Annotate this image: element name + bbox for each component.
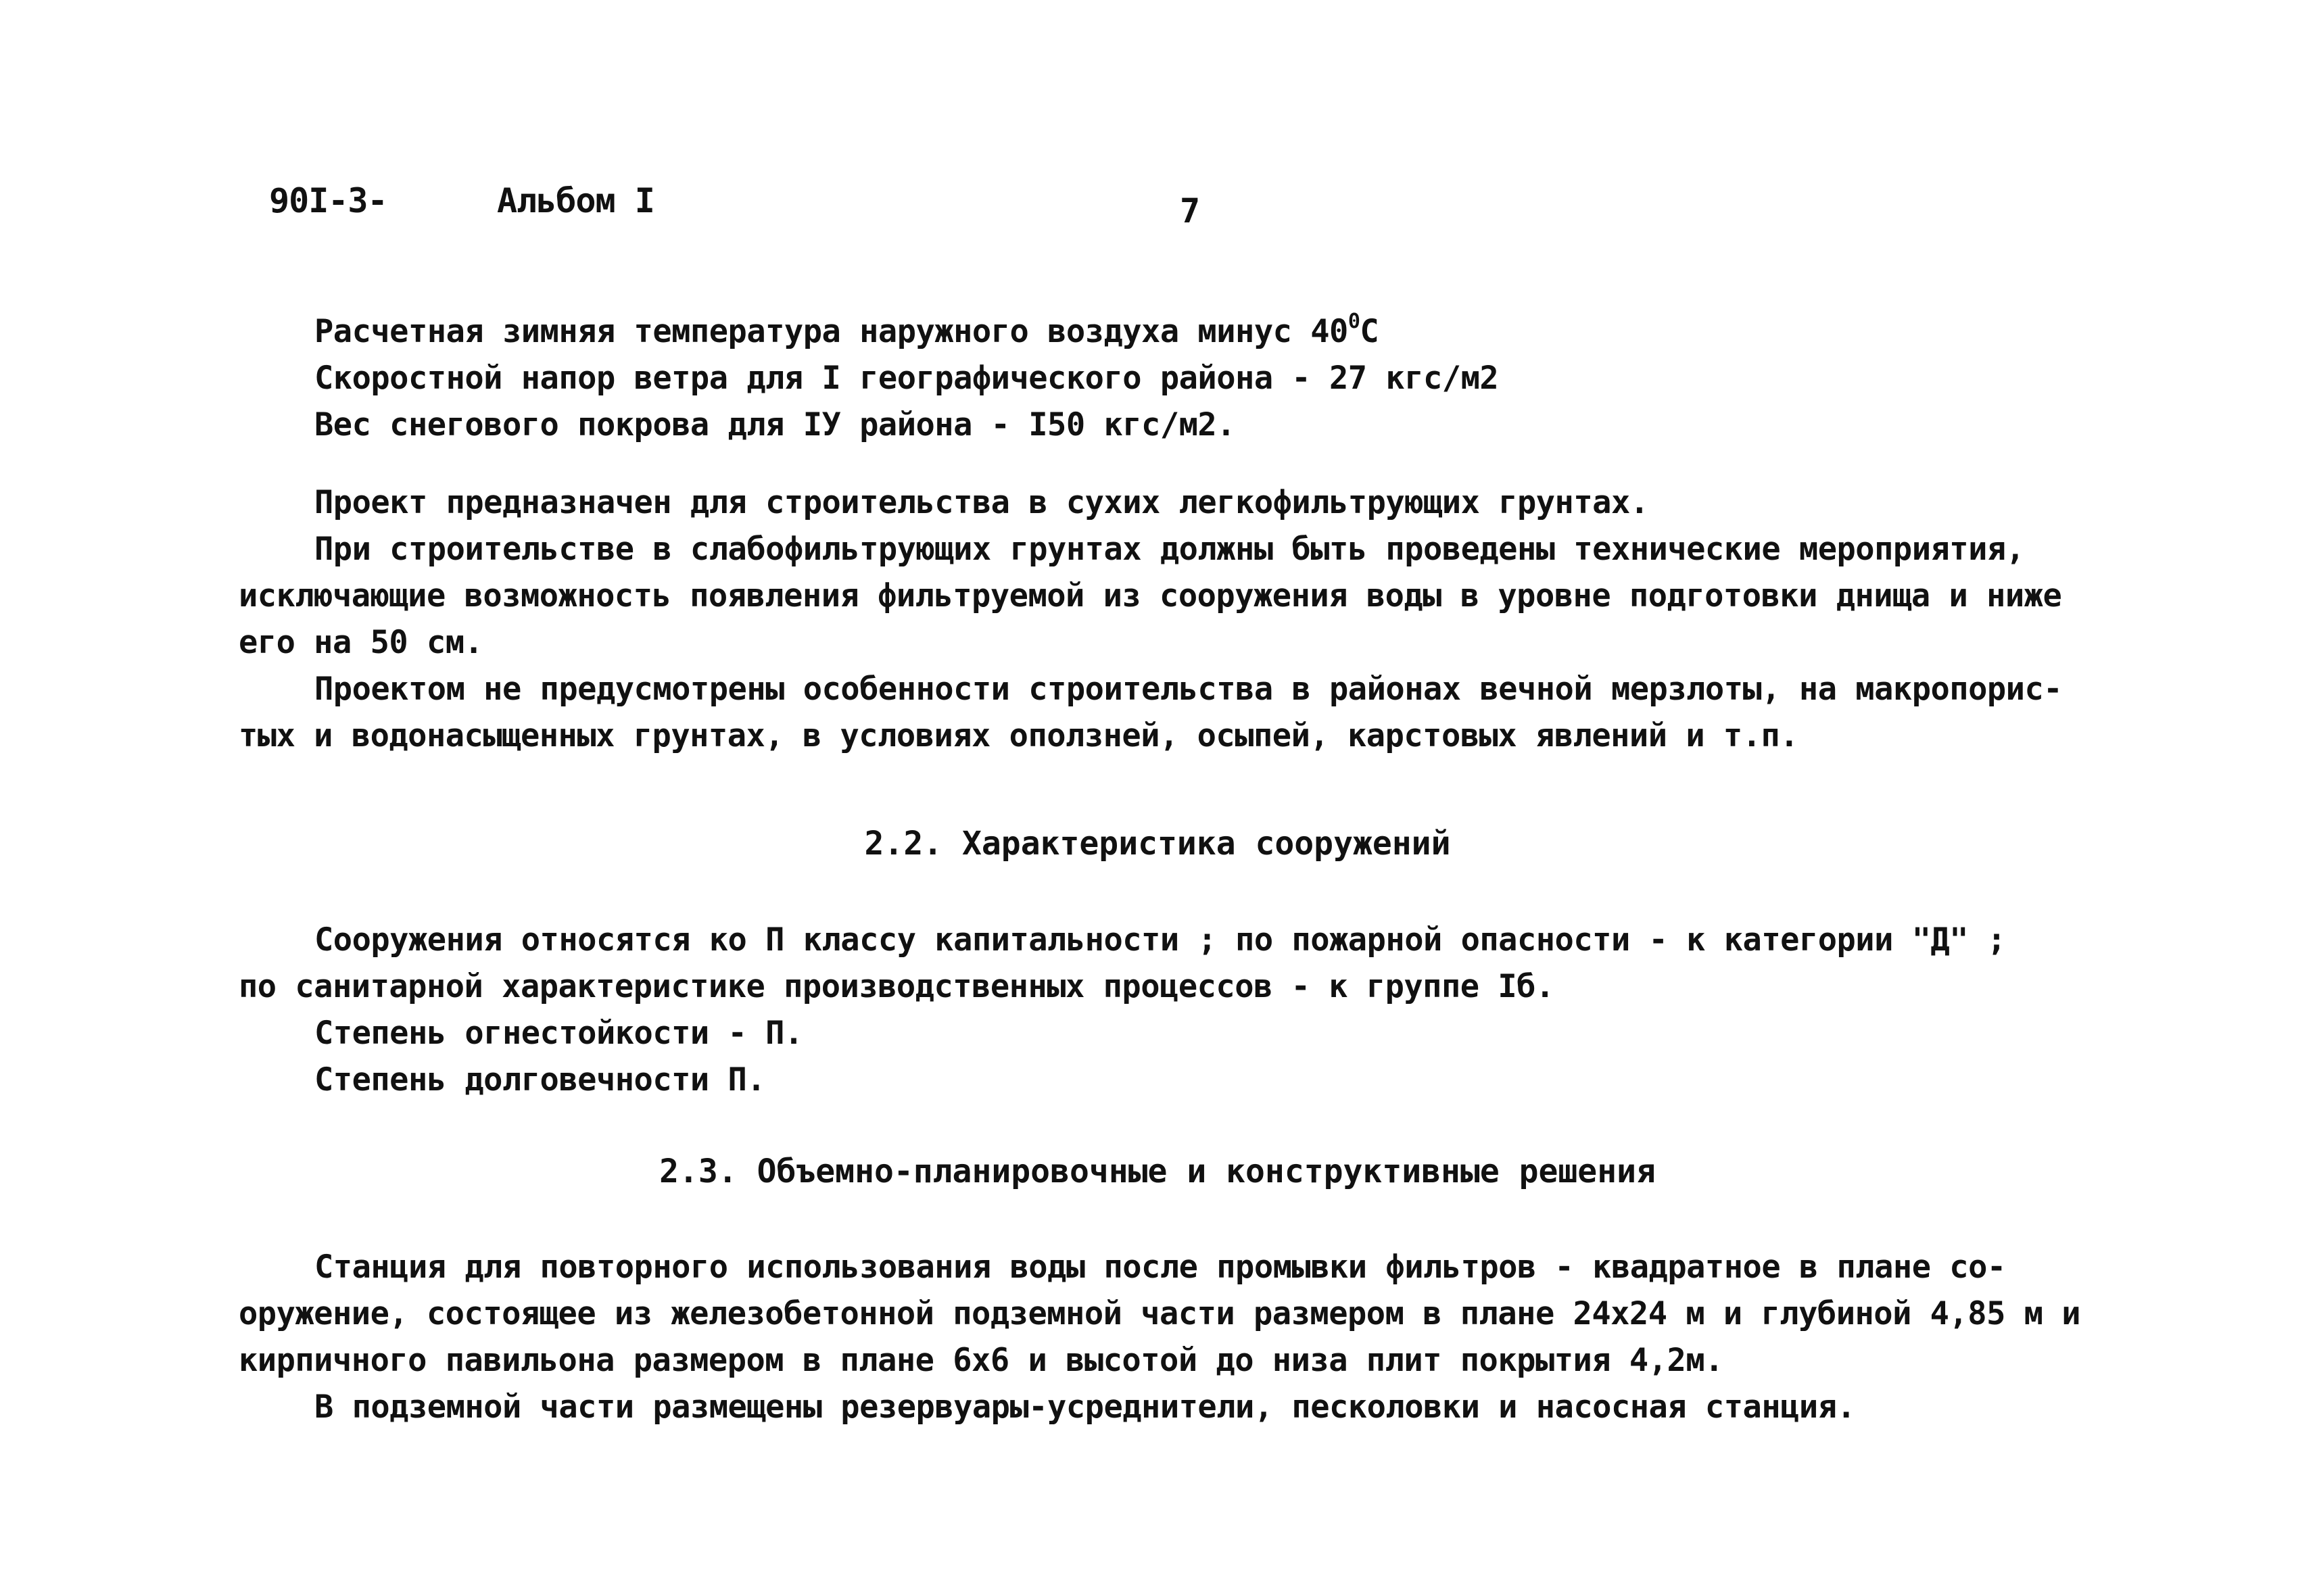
temperature-unit: С [1360,313,1379,350]
document-code: 90I-3- [269,181,387,220]
section-2-3-line-2: оружение, состоящее из железобетонной подземной части размером в плане 24х24 м и глубиной 4,85 м и [239,1295,2081,1332]
section-2-3-title: 2.3. Объемно-планировочные и конструктивные решения [659,1153,1656,1190]
section-2-2-line-1: Сооружения относятся ко П классу капитальности ; по пожарной опасности - к категории "Д" ; [314,921,2006,959]
soil-paragraph-2-line-3: его на 50 см. [239,624,483,661]
soil-paragraph-3-line-2: тых и водонасыщенных грунтах, в условиях оползней, осыпей, карстовых явлений и т.п. [239,717,1799,754]
soil-paragraph-2-line-1: При строительстве в слабофильтрующих грунтах должны быть проведены технические мероприятия, [314,531,2025,568]
section-2-3-line-4: В подземной части размещены резервуары-усреднители, песколовки и насосная станция. [314,1388,1856,1426]
snow-load-line: Вес снегового покрова для IУ района - I50 кгс/м2. [314,406,1236,443]
page-number: 7 [1180,191,1200,231]
climate-temperature-text: Расчетная зимняя температура наружного воздуха минус 40 [314,313,1348,350]
section-2-2-line-2: по санитарной характеристике производственных процессов - к группе Iб. [239,968,1554,1005]
soil-paragraph-1: Проект предназначен для строительства в сухих легкофильтрующих грунтах. [314,484,1649,521]
climate-temperature-line [314,310,1379,350]
soil-paragraph-3-line-1: Проектом не предусмотрены особенности строительства в районах вечной мерзлоты, на макропорис- [314,671,2063,708]
soil-paragraph-2-line-2: исключающие возможность появления фильтруемой из сооружения воды в уровне подготовки днища и ниже [239,577,2062,614]
section-2-2-title: 2.2. Характеристика сооружений [864,825,1451,863]
wind-pressure-line: Скоростной напор ветра для I географического района - 27 кгс/м2 [314,360,1499,397]
section-2-2-line-3: Степень огнестойкости - П. [314,1015,803,1052]
album-label: Альбом I [497,181,654,220]
section-2-2-line-4: Степень долговечности П. [314,1061,766,1098]
section-2-3-line-3: кирпичного павильона размером в плане 6х6 и высотой до низа плит покрытия 4,2м. [239,1342,1723,1379]
section-2-3-line-1: Станция для повторного использования воды после промывки фильтров - квадратное в плане со- [314,1249,2006,1286]
degree-superscript: 0 [1347,310,1360,334]
